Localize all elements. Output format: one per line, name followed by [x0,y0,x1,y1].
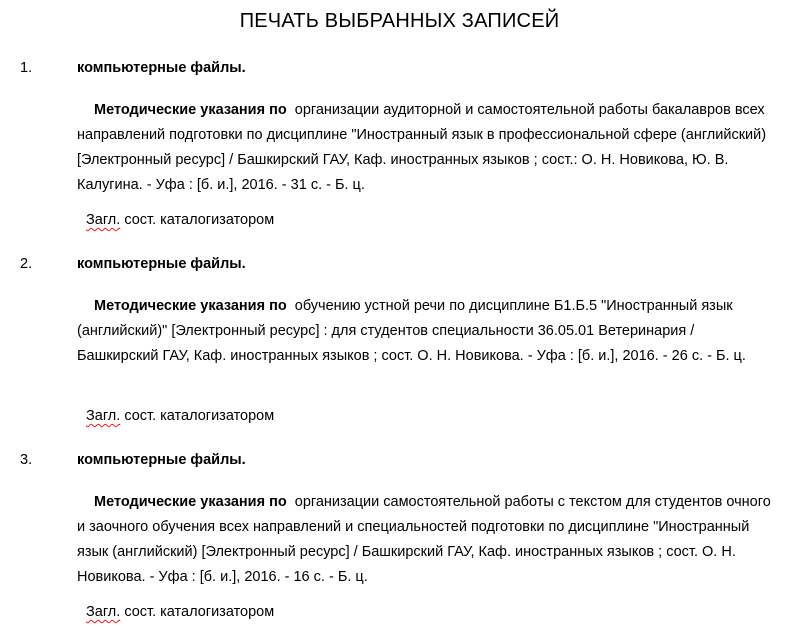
record-number: 3. [20,452,33,468]
record-lead: Методические указания по [94,298,287,314]
record-description [77,490,777,590]
record-heading: компьютерные файлы. [77,60,246,76]
page-title: ПЕЧАТЬ ВЫБРАННЫХ ЗАПИСЕЙ [239,10,560,32]
note-abbreviation: Загл. [86,212,121,228]
record-description [77,98,777,198]
record-text: организации аудиторной и самостоятельной работы бакалавров всех направлений подготовки по дисциплине "Иностранный язык в профессиональной сфере (английский) [Электронный ресурс] / Башкирский ГАУ, Каф. иностранных языков ; сост.: О. Н. Новикова, Ю. В. Калугина. - Уфа : [б. и.], 2016. - 31 с. - Б. ц. [77,102,767,193]
record-text: организации самостоятельной работы с текстом для студентов очного и заочного обучения всех направлений и специальностей подготовки по дисциплине "Иностранный язык (английский) [Электронный ресурс] / Башкирский ГАУ, Каф. иностранных языков ; сост. О. Н. Новикова. - Уфа : [б. и.], 2016. - 16 с. - Б. ц. [77,494,771,585]
note-abbreviation: Загл. [86,408,121,424]
note-text: сост. каталогизатором [124,408,275,424]
record-number: 1. [20,60,33,76]
record-description [77,294,777,369]
record-heading: компьютерные файлы. [77,452,246,468]
record-lead: Методические указания по [94,494,287,510]
record-note [86,212,274,228]
record-note [86,604,274,620]
record-note [86,408,274,424]
note-text: сост. каталогизатором [124,212,275,228]
record-lead: Методические указания по [94,102,287,118]
note-abbreviation: Загл. [86,604,121,620]
record-text: обучению устной речи по дисциплине Б1.Б.5 "Иностранный язык (английский)" [Электронный ресурс] : для студентов специальности 36.05.01 Ветеринария / Башкирский ГАУ, Каф. иностранных языков ; сост. О. Н. Новикова. - Уфа : [б. и.], 2016. - 26 с. - Б. ц. [77,298,746,364]
record-number: 2. [20,256,33,272]
record-heading: компьютерные файлы. [77,256,246,272]
note-text: сост. каталогизатором [124,604,275,620]
